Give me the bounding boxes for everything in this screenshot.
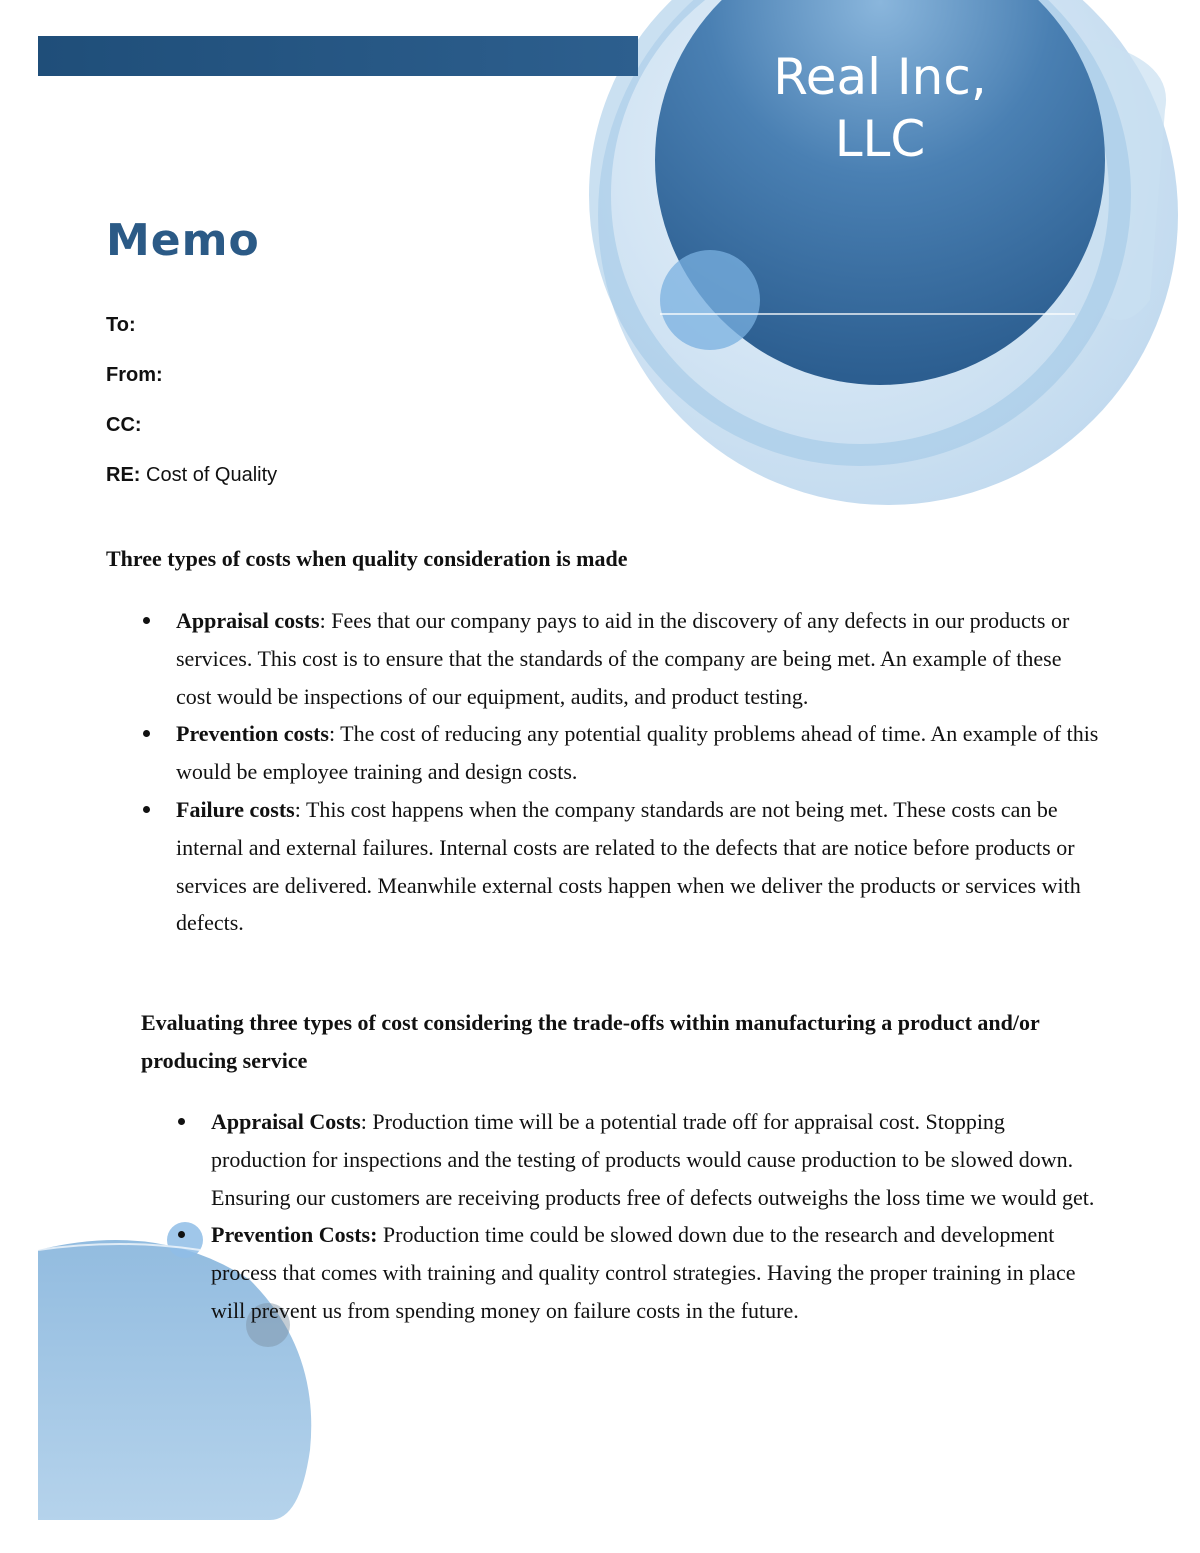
from-field xyxy=(106,360,277,410)
list-item xyxy=(176,1216,1101,1329)
re-field xyxy=(106,460,277,510)
item-text: : This cost happens when the company standards are not being met. These costs can be internal and external failures. Internal costs are related to the defects that are notice before products or services are delivered. Meanwhile external costs happen when we deliver the products or services with defects. xyxy=(176,796,1081,936)
item-text: Production time could be slowed down due to the research and development process that comes with training and quality control strategies. Having the proper training in place will prevent us from spending money on failure costs in the future. xyxy=(211,1222,1076,1323)
list-item xyxy=(141,602,1101,715)
list-item xyxy=(141,791,1101,942)
re-label: RE: xyxy=(106,464,141,486)
company-name-line1: Real Inc, xyxy=(773,48,987,106)
memo-title: Memo xyxy=(106,215,260,266)
item-term: Failure costs xyxy=(176,796,295,822)
section1-list xyxy=(141,602,1101,942)
section2-title: Evaluating three types of cost considering the trade-offs within manufacturing a product and/or producing service xyxy=(141,1010,1040,1073)
section2-list xyxy=(176,1103,1101,1330)
item-term: Prevention Costs: xyxy=(211,1222,378,1248)
item-term: Prevention costs xyxy=(176,721,329,747)
list-item xyxy=(176,1103,1101,1216)
company-name xyxy=(700,46,1060,170)
to-field xyxy=(106,310,277,360)
memo-fields xyxy=(106,310,277,510)
item-term: Appraisal Costs xyxy=(211,1109,361,1134)
cc-label: CC: xyxy=(106,414,142,436)
from-label: From: xyxy=(106,364,163,386)
re-value: Cost of Quality xyxy=(146,464,278,486)
cc-field xyxy=(106,410,277,460)
item-text: : The cost of reducing any potential quality problems ahead of time. An example of this would be employee training and design costs. xyxy=(176,721,1099,785)
header-bar xyxy=(38,36,638,76)
item-term: Appraisal costs xyxy=(176,608,320,633)
section1-title: Three types of costs when quality consideration is made xyxy=(106,546,628,571)
list-item xyxy=(141,715,1101,791)
to-label: To: xyxy=(106,314,136,336)
item-text: : Production time will be a potential trade off for appraisal cost. Stopping production for inspections and the testing of products would cause production to be slowed down. Ensuring our customers are receiving products free of defects outweighs the loss time we would get. xyxy=(211,1109,1095,1210)
item-text: : Fees that our company pays to aid in the discovery of any defects in our products or services. This cost is to ensure that the standards of the company are being met. An example of these cost would be inspections of our equipment, audits, and product testing. xyxy=(176,608,1070,709)
company-name-line2: LLC xyxy=(834,110,926,168)
